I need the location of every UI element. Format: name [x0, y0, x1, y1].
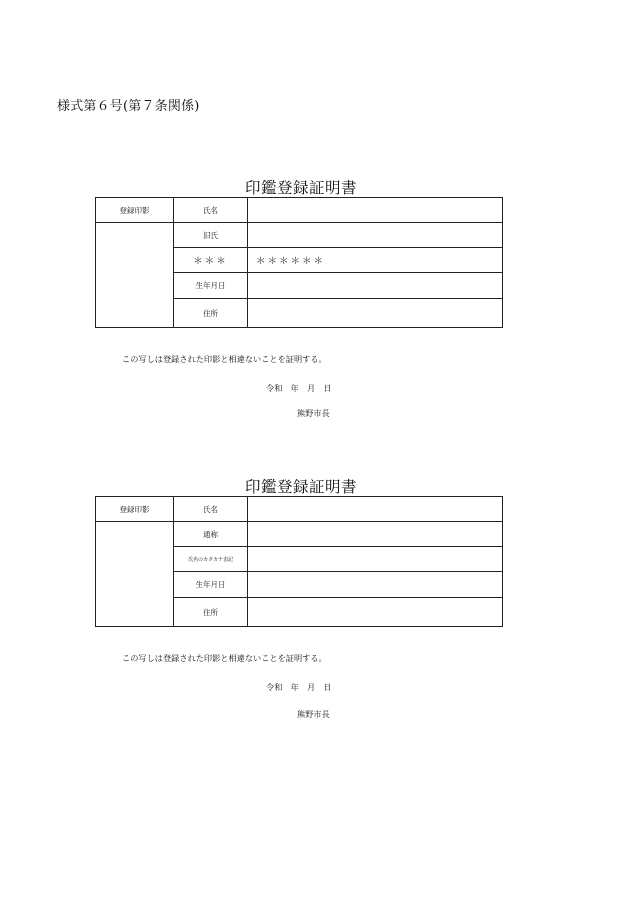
- row-value-former-surname: [248, 223, 503, 248]
- row-value-name: [248, 497, 503, 522]
- form-number: 様式第６号(第７条関係): [57, 99, 200, 114]
- row-label-birthdate: 生年月日: [174, 273, 248, 299]
- certification-statement: この写しは登録された印影と相違ないことを証明する。: [122, 354, 327, 364]
- seal-impression-area: [96, 522, 174, 627]
- row-value-name: [248, 198, 503, 223]
- date-line: 令和 年 月 日: [266, 383, 332, 393]
- row-label-alias: 通称: [174, 522, 248, 547]
- certificate-title: 印鑑登録証明書: [245, 179, 358, 197]
- row-label-name: 氏名: [174, 497, 248, 522]
- row-label-address: 住所: [174, 598, 248, 627]
- row-label-birthdate: 生年月日: [174, 572, 248, 598]
- certificate-title: 印鑑登録証明書: [245, 478, 358, 496]
- certificate-table: [95, 496, 503, 627]
- row-value-katakana-name: [248, 547, 503, 572]
- row-value-masked: ＊＊＊＊＊＊: [248, 248, 503, 273]
- certification-statement: この写しは登録された印影と相違ないことを証明する。: [122, 653, 327, 663]
- row-value-birthdate: [248, 273, 503, 299]
- row-value-birthdate: [248, 572, 503, 598]
- date-line: 令和 年 月 日: [266, 682, 332, 692]
- row-value-address: [248, 299, 503, 328]
- row-label-masked: ＊＊＊: [174, 248, 248, 273]
- issuer-name: 熊野市長: [297, 408, 330, 418]
- seal-label: 登録印影: [96, 497, 174, 522]
- row-value-address: [248, 598, 503, 627]
- issuer-name: 熊野市長: [297, 709, 330, 719]
- row-label-katakana-name: 氏名のカタカナ表記: [174, 547, 248, 572]
- row-value-alias: [248, 522, 503, 547]
- row-label-former-surname: 旧氏: [174, 223, 248, 248]
- certificate-table: [95, 197, 503, 328]
- row-label-name: 氏名: [174, 198, 248, 223]
- seal-label: 登録印影: [96, 198, 174, 223]
- seal-impression-area: [96, 223, 174, 328]
- row-label-address: 住所: [174, 299, 248, 328]
